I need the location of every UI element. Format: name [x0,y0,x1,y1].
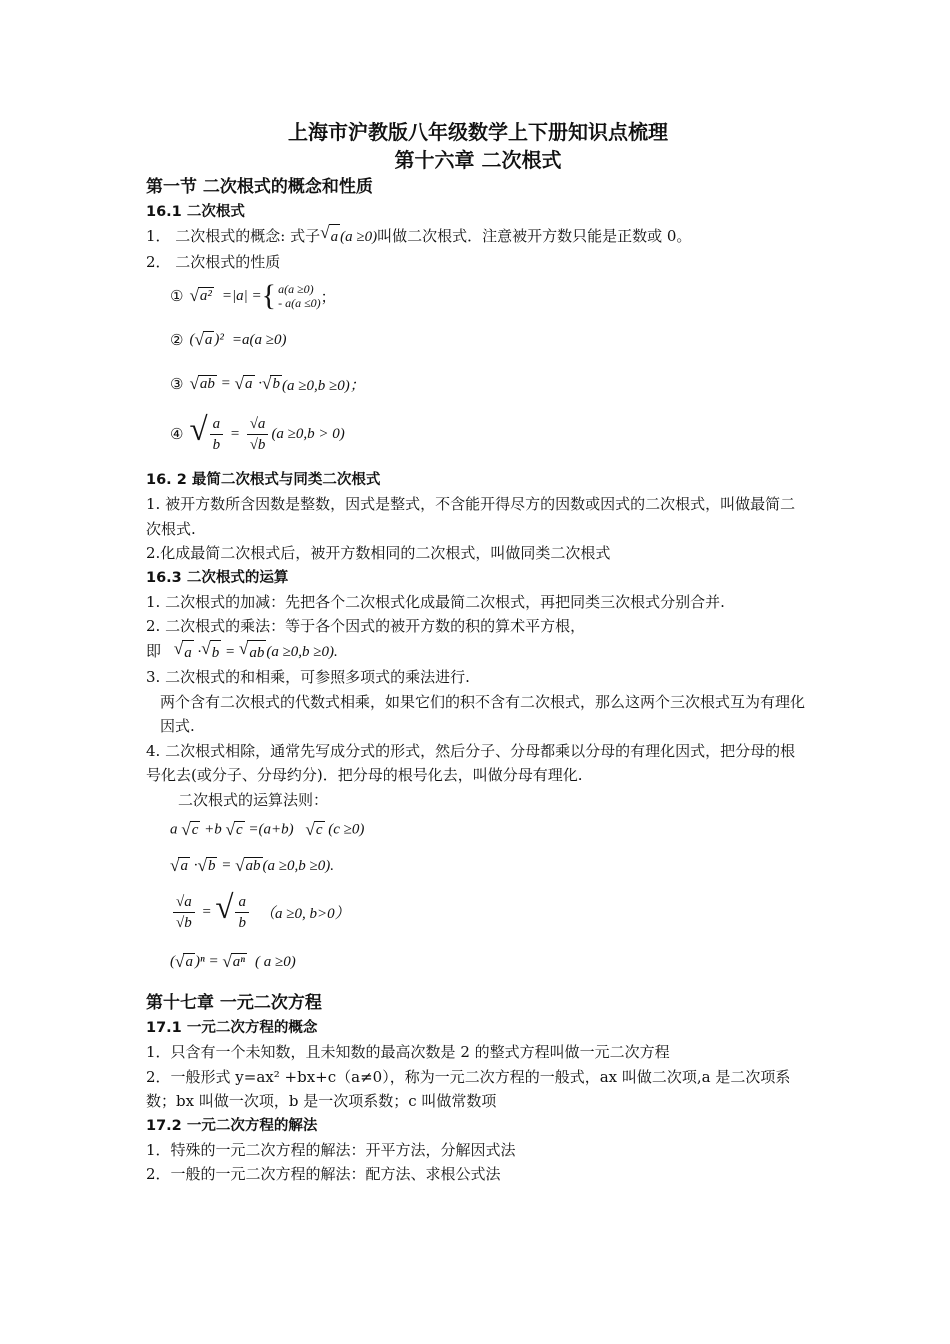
paragraph-16-1-item1: 1． 二次根式的概念: 式子 √ a (a ≥0)叫做二次根式．注意被开方数只能是正数或 0。 [146,224,810,250]
piecewise-cases: { a(a ≥0) - a(a ≤0) [261,279,321,313]
paragraph-16-1-item2: 2． 二次根式的性质 [146,252,281,271]
document-page [146,118,810,1187]
paragraph-16-3-1: 1. 二次根式的加减：先把各个二次根式化成最简二次根式，再把同类三次根式分别合并. [146,592,725,611]
paragraph-16-3-3b: 两个含有二次根式的代数式相乘，如果它们的积不含有二次根式，那么这两个三次根式互为有理化因式. [160,692,806,736]
paragraph-16-2-2: 2.化成最简二次根式后，被开方数相同的二次根式，叫做同类二次根式 [146,544,611,563]
paragraph-17-1-1: 1．只含有一个未知数，且未知数的最高次数是 2 的整式方程叫做一元二次方程 [146,1043,670,1062]
paragraph-16-3-4: 4. 二次根式相除，通常先写成分式的形式，然后分子、分母都乘以分母的有理化因式，把分母的根号化去(或分子、分母约分)．把分母的根号化去，叫做分母有理化. [146,741,796,785]
paragraph-17-2-2: 2．一般的一元二次方程的解法：配方法、求根公式法 [146,1165,501,1184]
property-1-formula: ① √ a² =|a| = { a(a ≥0) - a(a ≤0) ； [170,279,336,313]
sqrt-a: √ a [320,224,340,250]
heading-16-2: 16. 2 最简二次根式与同类二次根式 [146,472,381,489]
paragraph-16-3-2: 2. 二次根式的乘法：等于各个因式的被开方数的积的算术平方根， [146,617,586,636]
paragraph-16-3-3: 3. 二次根式的和相乘，可参照多项式的乘法进行. [146,668,470,687]
chapter-17-title: 第十七章 一元二次方程 [146,993,322,1014]
chapter-16-title: 第十六章 二次根式 [394,148,562,172]
property-4-formula: ④ √ $\frac{a}{b}$ = $\frac{√a}{√b}$ (a ≥0,b > 0) [170,411,345,453]
paragraph-17-2-1: 1．特殊的一元二次方程的解法：开平方法，分解因式法 [146,1140,516,1159]
rule-1-formula: a √ c +b √ c =(a+b) √ c (c ≥0) [170,820,365,840]
sqrt-a-paren-squared: ( √ a )² [189,330,224,350]
property-3-formula: ③ √ ab = √ a · √ b (a ≥0,b ≥0)； [170,374,365,394]
quotient-rule: √ $\frac{a}{b}$ = $\frac{√a}{√b}$ [189,414,271,455]
paragraph-16-2-1: 1. 被开方数所含因数是整数，因式是整式，不含能开得尽方的因数或因式的二次根式，叫做最简二次根式. [146,495,796,538]
paragraph-16-3-2-formula: 即 √ a · √ b = √ ab (a ≥0,b ≥0). [146,639,810,665]
heading-16-1: 16.1 二次根式 [146,204,245,220]
rule-3-formula: $\frac{√a}{√b}$ = √ $\frac{a}{b}$ （a ≥0, b>0） [146,884,810,940]
rule-2-formula: √ a · √ b = √ ab (a ≥0,b ≥0). [170,856,334,876]
paragraph-17-1-2: 2．一般形式 y=ax² +bx+c（a≠0），称为一元二次方程的一般式，ax 叫做二次项,a 是二次项系数；bx 叫做一次项，b 是一次项系数；c 叫做常数项 [146,1067,791,1111]
sqrt-a-squared: √ a² [189,286,212,306]
heading-17-2: 17.2 一元二次方程的解法 [146,1117,318,1134]
section-1-title: 第一节 二次根式的概念和性质 [146,177,373,197]
product-rule: √ ab = √ a · √ b [189,374,280,394]
document-title: 上海市沪教版八年级数学上下册知识点梳理 [288,120,668,144]
heading-16-3: 16.3 二次根式的运算 [146,569,289,586]
heading-17-1: 17.1 一元二次方程的概念 [146,1020,318,1037]
property-2-formula: ② ( √ a )² =a(a ≥0) [170,330,287,350]
rules-title: 二次根式的运算法则： [178,790,329,809]
rule-4-formula: ( √ a )ⁿ = √ aⁿ ( a ≥0) [170,952,296,972]
